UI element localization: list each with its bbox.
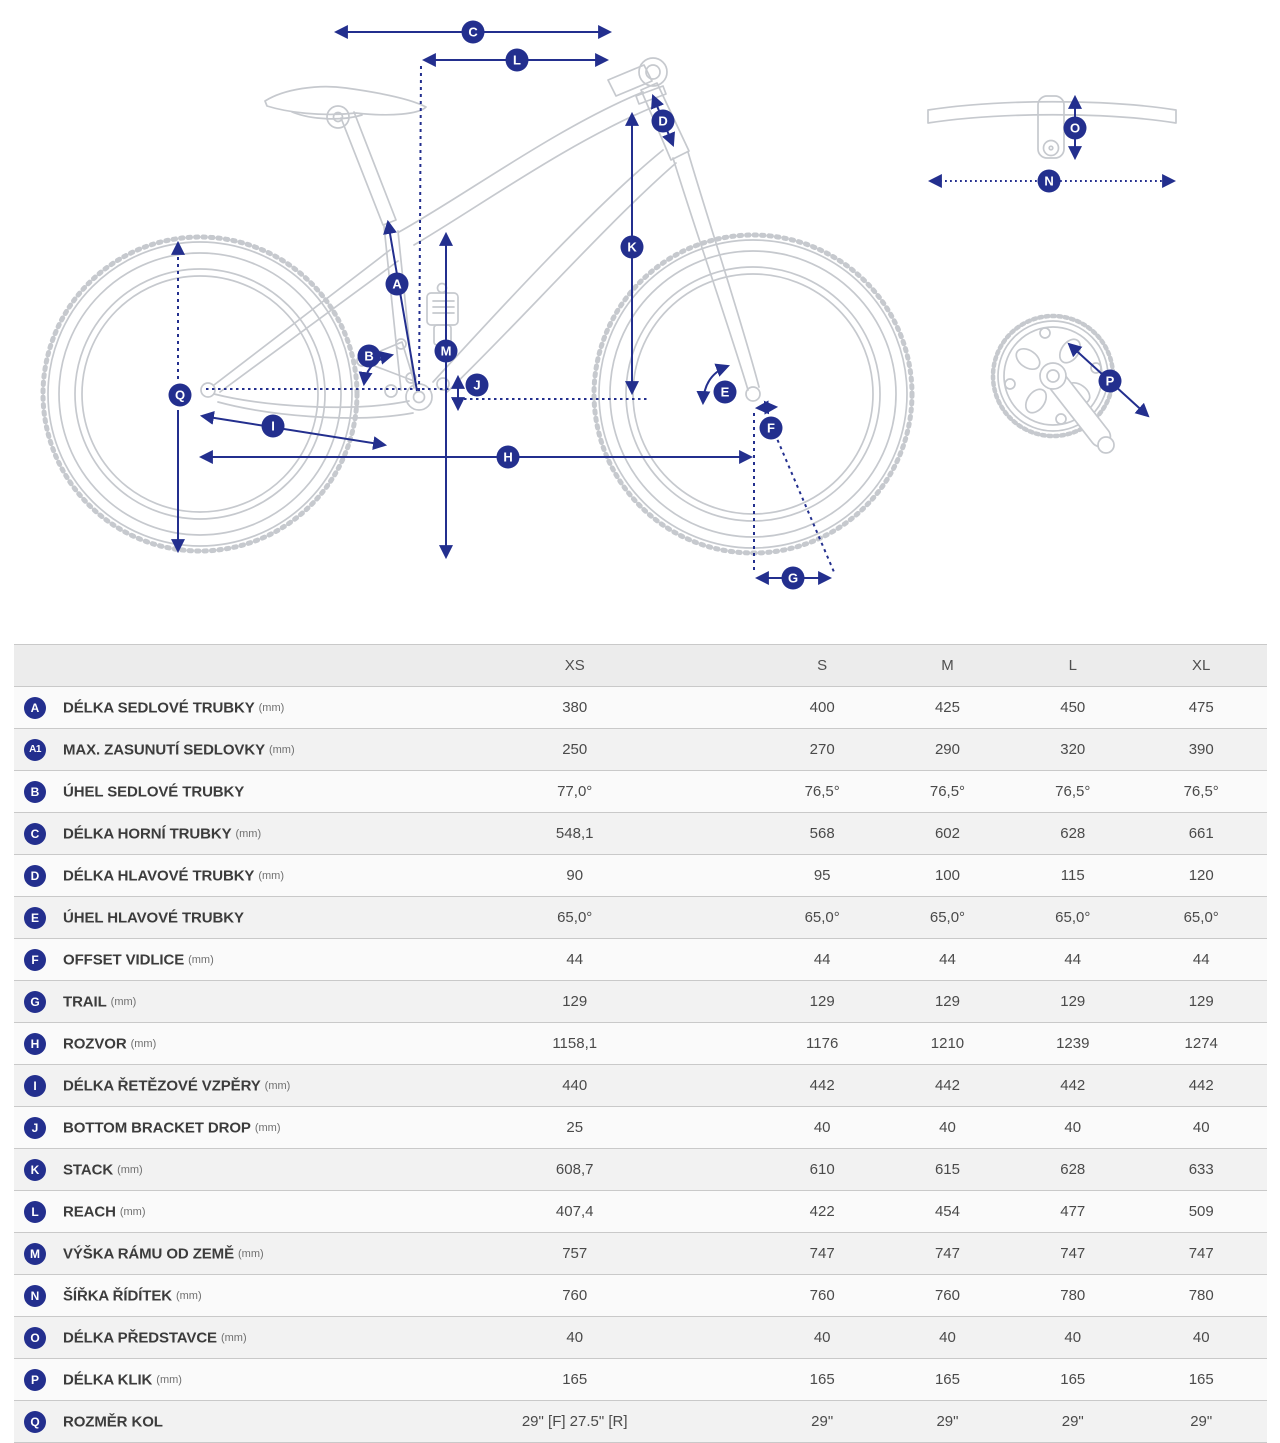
- value-cell: 390: [1135, 729, 1267, 771]
- dim-badge-E: [714, 381, 737, 404]
- size-column-header-s: S: [760, 645, 885, 687]
- value-cell: 442: [1135, 1065, 1267, 1107]
- row-unit: (mm): [175, 1289, 202, 1302]
- table-row: [14, 687, 1267, 729]
- row-letter-badge: O: [24, 1327, 46, 1349]
- value-cell: 77,0°: [390, 771, 760, 813]
- value-cell: 407,4: [390, 1191, 760, 1233]
- value-cell: 602: [885, 813, 1010, 855]
- rear-wheel: [43, 237, 357, 551]
- value-cell: 100: [885, 855, 1010, 897]
- dim-badge-Q: [169, 384, 192, 407]
- row-letter-badge: A: [24, 697, 46, 719]
- value-cell: 115: [1010, 855, 1135, 897]
- value-cell: 1176: [760, 1023, 885, 1065]
- badge-letter: H: [503, 449, 513, 465]
- value-cell: 610: [760, 1149, 885, 1191]
- value-cell: 425: [885, 687, 1010, 729]
- measure-label-cell: [14, 771, 390, 813]
- row-unit: (mm): [258, 701, 285, 714]
- value-cell: 780: [1135, 1275, 1267, 1317]
- measure-label-cell: [14, 1023, 390, 1065]
- value-cell: 422: [760, 1191, 885, 1233]
- value-cell: 29": [760, 1401, 885, 1443]
- value-cell: 65,0°: [1010, 897, 1135, 939]
- value-cell: 29": [1010, 1401, 1135, 1443]
- value-cell: 760: [760, 1275, 885, 1317]
- row-letter-badge: A1: [24, 739, 46, 761]
- measure-label-cell: [14, 1275, 390, 1317]
- row-label: BOTTOM BRACKET DROP: [63, 1119, 251, 1136]
- row-letter-badge: N: [24, 1285, 46, 1307]
- value-cell: 44: [390, 939, 760, 981]
- measure-label-cell: [14, 1317, 390, 1359]
- row-unit: (mm): [264, 1079, 291, 1092]
- value-cell: 120: [1135, 855, 1267, 897]
- value-cell: 165: [1135, 1359, 1267, 1401]
- bike-geometry-diagram: [0, 0, 1280, 640]
- table-row: [14, 855, 1267, 897]
- size-column-header-xs: XS: [390, 645, 760, 687]
- row-letter-badge: P: [24, 1369, 46, 1391]
- row-unit: (mm): [156, 1373, 182, 1386]
- value-cell: 747: [1010, 1233, 1135, 1275]
- dim-badge-I: [262, 415, 285, 438]
- value-cell: 44: [885, 939, 1010, 981]
- badge-letter: B: [364, 348, 374, 364]
- row-letter-badge: E: [24, 907, 46, 929]
- badge-letter: F: [767, 420, 775, 436]
- row-label: ŠÍŘKA ŘÍDÍTEK: [63, 1287, 172, 1304]
- badge-letter: O: [1069, 120, 1081, 136]
- value-cell: 76,5°: [1010, 771, 1135, 813]
- value-cell: 129: [390, 981, 760, 1023]
- value-cell: 40: [1010, 1317, 1135, 1359]
- badge-letter: Q: [174, 387, 186, 403]
- value-cell: 757: [390, 1233, 760, 1275]
- stem-and-headset: [608, 58, 667, 104]
- geometry-table: [14, 644, 1267, 1443]
- table-row: [14, 939, 1267, 981]
- value-cell: 165: [1010, 1359, 1135, 1401]
- value-cell: 129: [760, 981, 885, 1023]
- dim-badge-F: [760, 417, 783, 440]
- value-cell: 442: [1010, 1065, 1135, 1107]
- row-unit: (mm): [220, 1331, 247, 1344]
- value-cell: 442: [760, 1065, 885, 1107]
- value-cell: 442: [885, 1065, 1010, 1107]
- value-cell: 40: [885, 1317, 1010, 1359]
- row-label: ROZVOR: [63, 1035, 127, 1052]
- measure-label-cell: [14, 1233, 390, 1275]
- table-row: [14, 1317, 1267, 1359]
- dim-badge-A: [386, 273, 409, 296]
- value-cell: 633: [1135, 1149, 1267, 1191]
- dim-line-F: [757, 407, 776, 408]
- badge-letter: C: [468, 24, 478, 40]
- value-cell: 661: [1135, 813, 1267, 855]
- measure-label-cell: [14, 1149, 390, 1191]
- badge-letter: J: [473, 377, 481, 393]
- value-cell: 65,0°: [760, 897, 885, 939]
- measure-label-cell: [14, 729, 390, 771]
- row-unit: (mm): [130, 1037, 157, 1050]
- value-cell: 1210: [885, 1023, 1010, 1065]
- value-cell: 40: [1010, 1107, 1135, 1149]
- table-row: [14, 1023, 1267, 1065]
- dim-badge-O: [1064, 117, 1087, 140]
- dim-badge-L: [506, 49, 529, 72]
- seat-axis-dashed-line: [419, 66, 421, 392]
- table-row: [14, 1233, 1267, 1275]
- row-label: ÚHEL HLAVOVÉ TRUBKY: [63, 909, 244, 926]
- value-cell: 450: [1010, 687, 1135, 729]
- badge-letter: N: [1044, 173, 1054, 189]
- dim-badge-C: [462, 21, 485, 44]
- size-header-spacer: [14, 645, 390, 687]
- row-letter-badge: H: [24, 1033, 46, 1055]
- dim-badge-P: [1099, 370, 1122, 393]
- table-row: [14, 1275, 1267, 1317]
- value-cell: 44: [1135, 939, 1267, 981]
- row-label: VÝŠKA RÁMU OD ZEMĚ: [63, 1245, 234, 1262]
- value-cell: 95: [760, 855, 885, 897]
- dim-line-I: [202, 416, 385, 445]
- value-cell: 76,5°: [760, 771, 885, 813]
- value-cell: 165: [390, 1359, 760, 1401]
- table-row: [14, 1149, 1267, 1191]
- value-cell: 250: [390, 729, 760, 771]
- badge-letter: I: [271, 418, 275, 434]
- value-cell: 477: [1010, 1191, 1135, 1233]
- badge-letter: E: [720, 384, 730, 400]
- dim-badge-M: [435, 340, 458, 363]
- value-cell: 40: [885, 1107, 1010, 1149]
- row-letter-badge: F: [24, 949, 46, 971]
- value-cell: 65,0°: [885, 897, 1010, 939]
- dim-badge-H: [497, 446, 520, 469]
- row-unit: (mm): [188, 953, 214, 966]
- value-cell: 615: [885, 1149, 1010, 1191]
- size-column-header-m: M: [885, 645, 1010, 687]
- bike-illustration: [43, 58, 1176, 553]
- value-cell: 475: [1135, 687, 1267, 729]
- value-cell: 40: [390, 1317, 760, 1359]
- value-cell: 40: [760, 1107, 885, 1149]
- handlebar-top-view: [928, 96, 1176, 158]
- size-column-header-xl: XL: [1135, 645, 1267, 687]
- value-cell: 76,5°: [885, 771, 1010, 813]
- value-cell: 454: [885, 1191, 1010, 1233]
- value-cell: 628: [1010, 813, 1135, 855]
- value-cell: 1274: [1135, 1023, 1267, 1065]
- value-cell: 270: [760, 729, 885, 771]
- row-unit: (mm): [110, 995, 137, 1008]
- row-label: OFFSET VIDLICE: [63, 951, 185, 968]
- measure-label-cell: [14, 1065, 390, 1107]
- dim-badge-K: [621, 236, 644, 259]
- value-cell: 90: [390, 855, 760, 897]
- value-cell: 747: [760, 1233, 885, 1275]
- value-cell: 44: [1010, 939, 1135, 981]
- measure-label-cell: [14, 939, 390, 981]
- measure-label-cell: [14, 855, 390, 897]
- value-cell: 747: [885, 1233, 1010, 1275]
- value-cell: 129: [1135, 981, 1267, 1023]
- measure-label-cell: [14, 687, 390, 729]
- value-cell: 747: [1135, 1233, 1267, 1275]
- value-cell: 129: [1010, 981, 1135, 1023]
- crankset: [993, 316, 1114, 453]
- row-label: DÉLKA HLAVOVÉ TRUBKY: [63, 867, 255, 884]
- badge-letter: A: [392, 276, 402, 292]
- row-letter-badge: B: [24, 781, 46, 803]
- value-cell: 29": [1135, 1401, 1267, 1443]
- badge-letter: M: [440, 343, 452, 359]
- value-cell: 29" [F] 27.5" [R]: [390, 1401, 760, 1443]
- value-cell: 165: [885, 1359, 1010, 1401]
- value-cell: 165: [760, 1359, 885, 1401]
- value-cell: 320: [1010, 729, 1135, 771]
- table-row: [14, 729, 1267, 771]
- value-cell: 25: [390, 1107, 760, 1149]
- row-unit: (mm): [254, 1121, 281, 1134]
- row-unit: (mm): [117, 1163, 143, 1176]
- table-row: [14, 813, 1267, 855]
- dim-badge-B: [358, 345, 381, 368]
- value-cell: 29": [885, 1401, 1010, 1443]
- value-cell: 400: [760, 687, 885, 729]
- row-label: STACK: [63, 1161, 114, 1178]
- measure-label-cell: [14, 1359, 390, 1401]
- value-cell: 509: [1135, 1191, 1267, 1233]
- value-cell: 380: [390, 687, 760, 729]
- row-unit: (mm): [119, 1205, 146, 1218]
- measure-label-cell: [14, 813, 390, 855]
- measure-label-cell: [14, 981, 390, 1023]
- row-label: REACH: [63, 1203, 116, 1220]
- table-row: [14, 1359, 1267, 1401]
- row-label: DÉLKA SEDLOVÉ TRUBKY: [63, 699, 255, 716]
- measure-label-cell: [14, 897, 390, 939]
- value-cell: 608,7: [390, 1149, 760, 1191]
- row-letter-badge: G: [24, 991, 46, 1013]
- row-unit: (mm): [268, 743, 295, 756]
- row-label: ROZMĚR KOL: [63, 1413, 163, 1430]
- row-letter-badge: J: [24, 1117, 46, 1139]
- size-header-row: [14, 645, 1267, 687]
- badge-letter: P: [1105, 373, 1115, 389]
- row-letter-badge: M: [24, 1243, 46, 1265]
- value-cell: 628: [1010, 1149, 1135, 1191]
- table-row: [14, 897, 1267, 939]
- row-letter-badge: D: [24, 865, 46, 887]
- value-cell: 40: [1135, 1317, 1267, 1359]
- row-letter-badge: Q: [24, 1411, 46, 1433]
- badge-letter: L: [513, 52, 521, 68]
- row-label: MAX. ZASUNUTÍ SEDLOVKY: [63, 741, 265, 758]
- value-cell: 760: [390, 1275, 760, 1317]
- value-cell: 1239: [1010, 1023, 1135, 1065]
- value-cell: 780: [1010, 1275, 1135, 1317]
- row-letter-badge: I: [24, 1075, 46, 1097]
- table-row: [14, 1191, 1267, 1233]
- rear-shock: [427, 284, 458, 346]
- badge-letter: D: [658, 113, 668, 129]
- table-row: [14, 1401, 1267, 1443]
- value-cell: 40: [760, 1317, 885, 1359]
- measure-label-cell: [14, 1107, 390, 1149]
- row-unit: (mm): [258, 869, 284, 882]
- row-letter-badge: C: [24, 823, 46, 845]
- row-label: DÉLKA KLIK: [63, 1371, 153, 1388]
- value-cell: 129: [885, 981, 1010, 1023]
- row-label: ÚHEL SEDLOVÉ TRUBKY: [63, 783, 245, 800]
- row-unit: (mm): [235, 827, 262, 840]
- dim-badge-N: [1038, 170, 1061, 193]
- value-cell: 76,5°: [1135, 771, 1267, 813]
- saddle: [265, 87, 426, 225]
- fork: [673, 152, 759, 390]
- row-letter-badge: K: [24, 1159, 46, 1181]
- badge-letter: K: [627, 239, 637, 255]
- size-column-header-l: L: [1010, 645, 1135, 687]
- table-row: [14, 981, 1267, 1023]
- table-row: [14, 1065, 1267, 1107]
- value-cell: 44: [760, 939, 885, 981]
- measure-label-cell: [14, 1191, 390, 1233]
- value-cell: 568: [760, 813, 885, 855]
- table-row: [14, 1107, 1267, 1149]
- value-cell: 440: [390, 1065, 760, 1107]
- badge-letter: G: [787, 570, 799, 586]
- value-cell: 40: [1135, 1107, 1267, 1149]
- table-row: [14, 771, 1267, 813]
- row-unit: (mm): [238, 1247, 264, 1260]
- row-label: TRAIL: [63, 993, 107, 1010]
- measure-label-cell: [14, 1401, 390, 1443]
- diagram-area: [0, 0, 1280, 640]
- frame: [214, 83, 689, 418]
- row-letter-badge: L: [24, 1201, 46, 1223]
- value-cell: 290: [885, 729, 1010, 771]
- row-label: DÉLKA HORNÍ TRUBKY: [63, 825, 232, 842]
- row-label: DÉLKA ŘETĚZOVÉ VZPĚRY: [63, 1077, 261, 1094]
- value-cell: 65,0°: [1135, 897, 1267, 939]
- dim-badge-G: [782, 567, 805, 590]
- value-cell: 65,0°: [390, 897, 760, 939]
- row-label: DÉLKA PŘEDSTAVCE: [63, 1329, 217, 1346]
- dim-badge-J: [466, 374, 489, 397]
- dim-badge-D: [652, 110, 675, 133]
- value-cell: 1158,1: [390, 1023, 760, 1065]
- value-cell: 760: [885, 1275, 1010, 1317]
- value-cell: 548,1: [390, 813, 760, 855]
